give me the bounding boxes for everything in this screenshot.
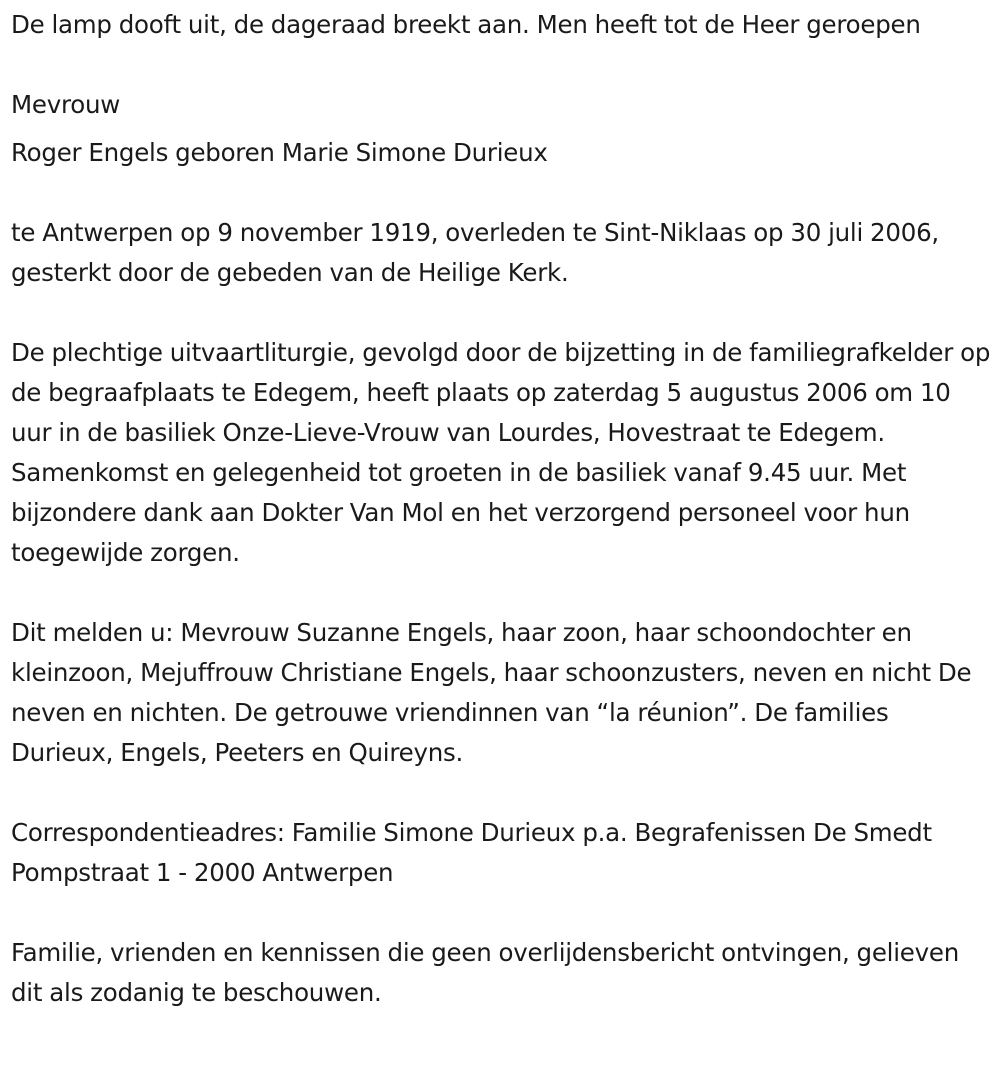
opening-line: De lamp dooft uit, de dageraad breekt aan. Men heeft tot de Heer geroepen (11, 10, 921, 39)
salutation: Mevrouw (11, 90, 121, 119)
birth-death-paragraph: te Antwerpen op 9 november 1919, overleden te Sint-Niklaas op 30 juli 2006, gesterkt door de gebeden van de Heilige Kerk. (11, 218, 939, 287)
deceased-name: Roger Engels geboren Marie Simone Durieux (11, 138, 548, 167)
obituary-notice (11, 5, 996, 1013)
announcers-paragraph: Dit melden u: Mevrouw Suzanne Engels, haar zoon, haar schoondochter en kleinzoon, Mejuffrouw Christiane Engels, haar schoonzusters, neven en nicht De neven en nichten. De getrouwe vriendinnen van “la réunion”. De families Durieux, Engels, Peeters en Quireyns. (11, 618, 972, 767)
correspondence-address: Correspondentieadres: Familie Simone Durieux p.a. Begrafenissen De Smedt Pompstraat 1 - 2000 Antwerpen (11, 818, 932, 887)
closing-paragraph: Familie, vrienden en kennissen die geen overlijdensbericht ontvingen, gelieven dit als zodanig te beschouwen. (11, 938, 959, 1007)
funeral-paragraph: De plechtige uitvaartliturgie, gevolgd door de bijzetting in de familiegrafkelder op de begraafplaats te Edegem, heeft plaats op zaterdag 5 augustus 2006 om 10 uur in de basiliek Onze-Lieve-Vrouw van Lourdes, Hovestraat te Edegem. Samenkomst en gelegenheid tot groeten in de basiliek vanaf 9.45 uur. Met bijzondere dank aan Dokter Van Mol en het verzorgend personeel voor hun toegewijde zorgen. (11, 338, 991, 567)
